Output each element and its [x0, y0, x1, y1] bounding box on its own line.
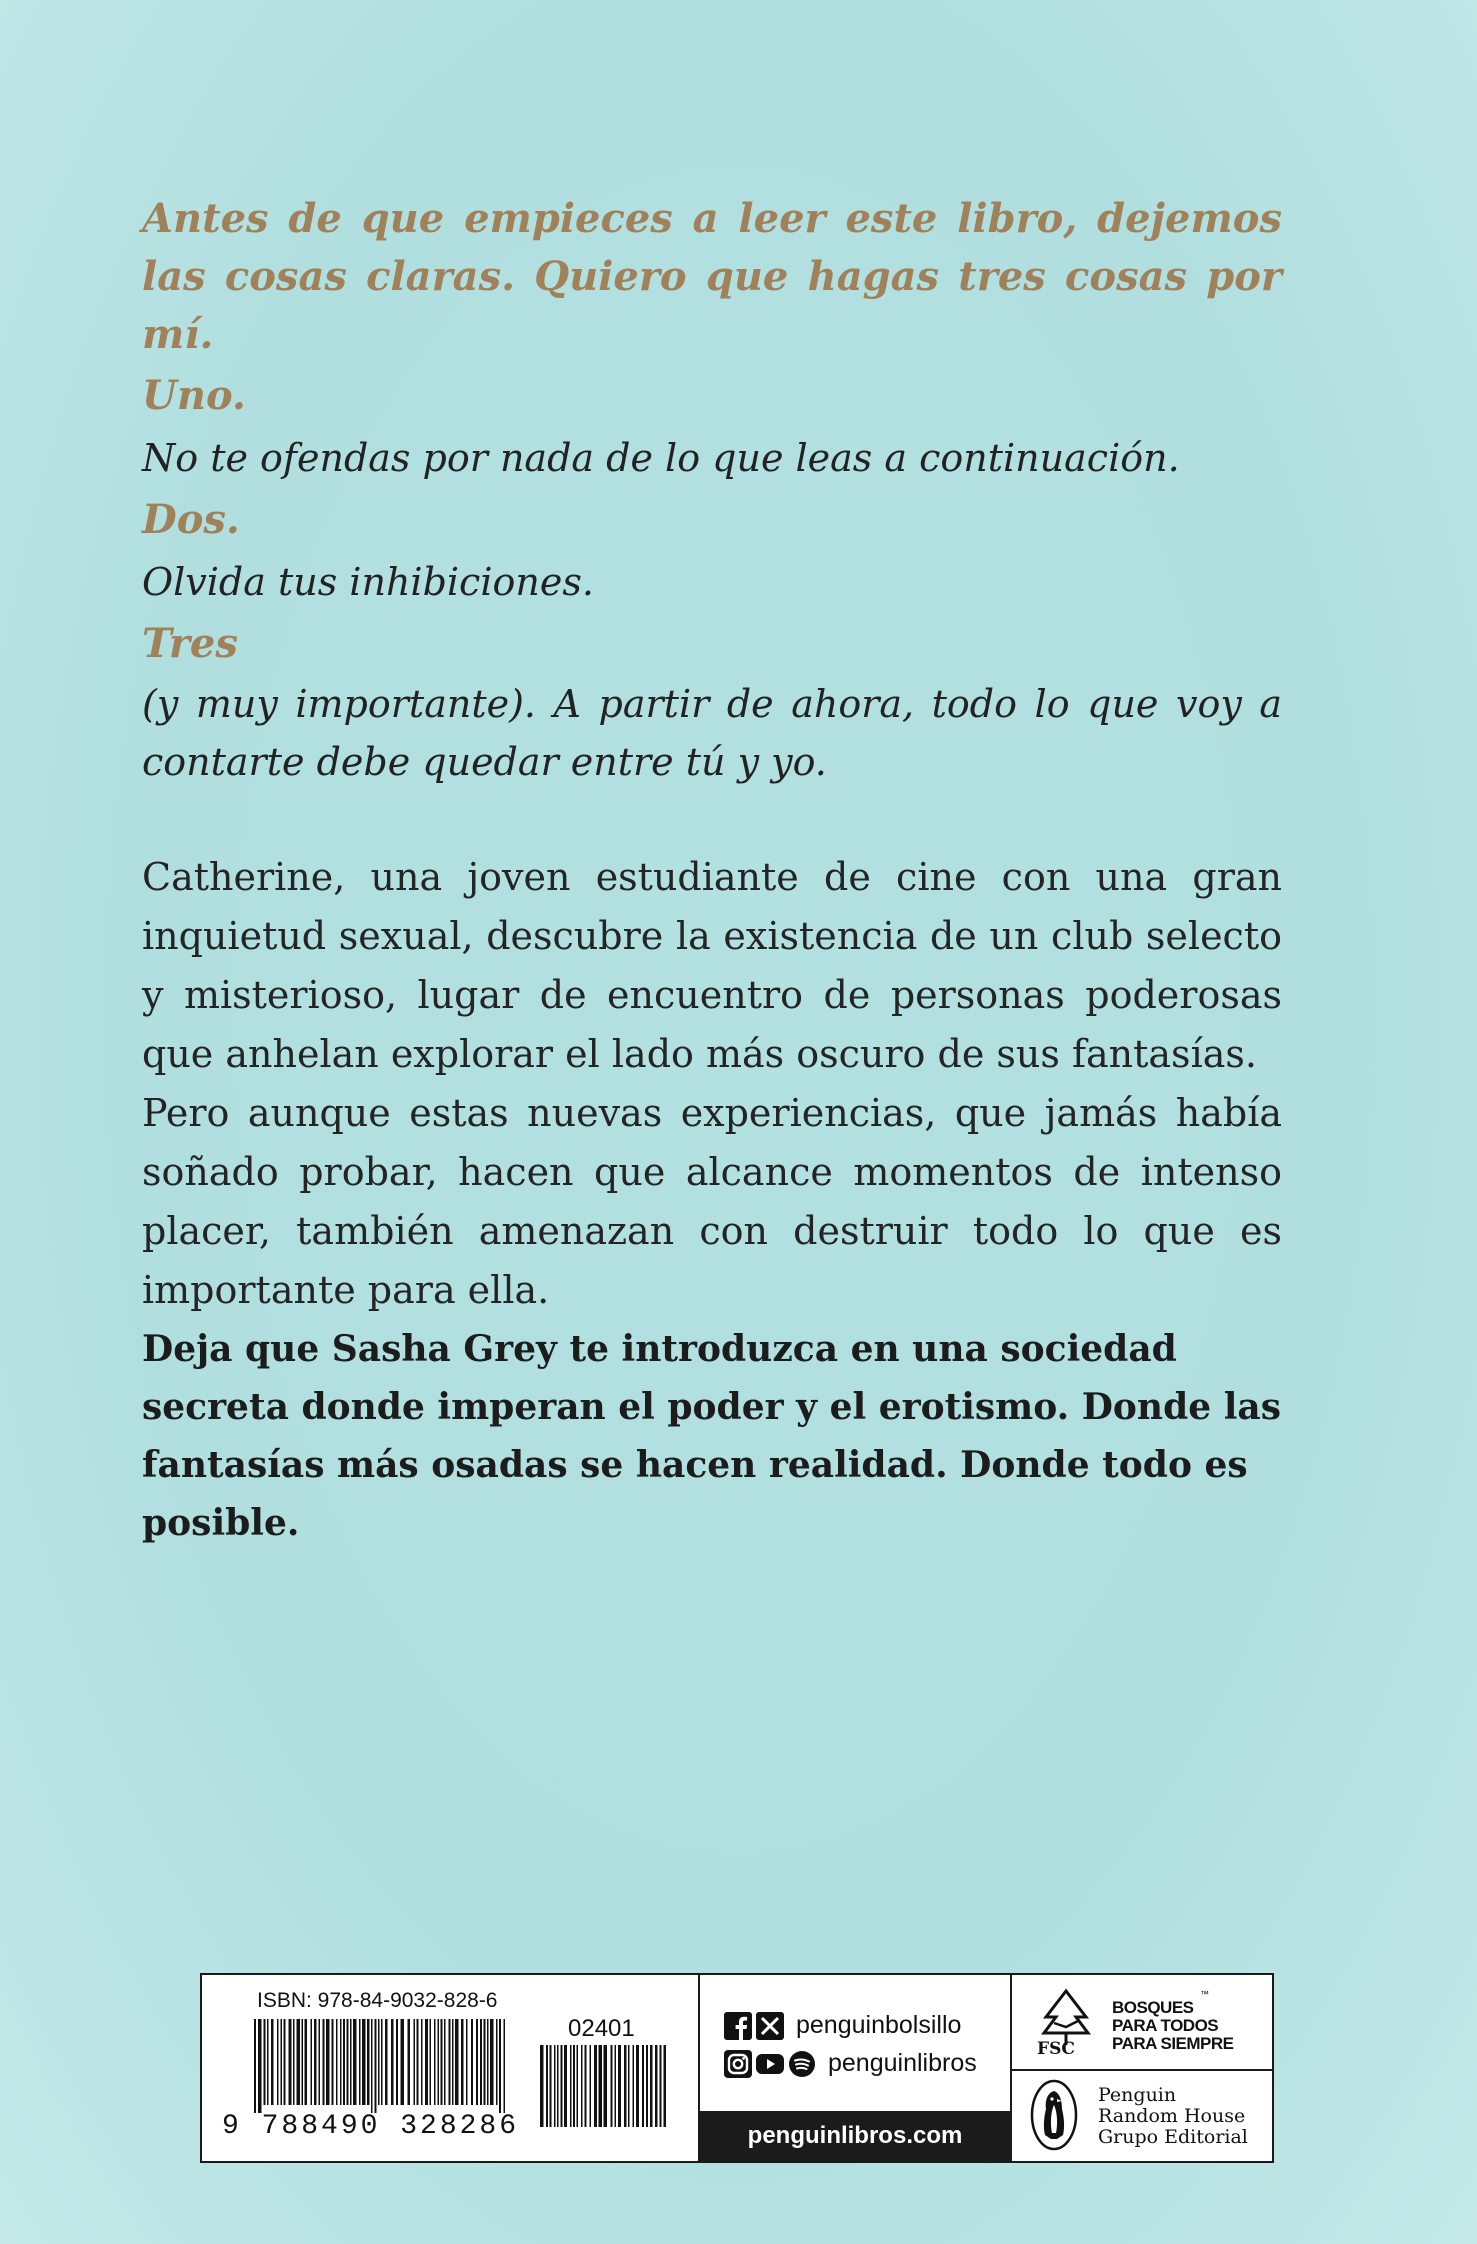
barcode-bar [347, 2019, 349, 2105]
publisher-line: Random House [1098, 2105, 1246, 2127]
barcode-bar [375, 2019, 377, 2113]
barcode-bar [336, 2019, 338, 2105]
barcode-bar [441, 2019, 443, 2105]
social-handle-bolsillo[interactable]: penguinbolsillo [796, 2011, 962, 2039]
barcode-bar [570, 2045, 572, 2127]
barcode-bar [281, 2019, 283, 2105]
step-title-2: Dos. [142, 496, 240, 543]
tagline: Deja que Sasha Grey te introduzca en una sociedad secreta donde imperan el poder y el erotismo. Donde las fantasías más osadas se hacen realidad. Donde todo es posible. [142, 1328, 1281, 1544]
barcode-bar [350, 2019, 352, 2105]
barcode-section [202, 1975, 698, 2161]
barcode-bar [326, 2019, 330, 2105]
social-handle-libros[interactable]: penguinlibros [828, 2049, 977, 2077]
barcode-bar [425, 2019, 428, 2105]
barcode-bar [466, 2019, 468, 2105]
step-text-2: Olvida tus inhibiciones. [142, 560, 594, 604]
price-code: 02401 [568, 2015, 635, 2042]
barcode-bar [611, 2045, 613, 2127]
barcode-bar [636, 2045, 639, 2127]
info-box [200, 1973, 1274, 2163]
barcode-bar [417, 2019, 419, 2105]
barcode-bar [408, 2019, 411, 2105]
barcode-bar [573, 2045, 575, 2127]
barcode-bar [618, 2045, 621, 2127]
barcode-bar [401, 2019, 405, 2105]
barcode-bar [590, 2045, 592, 2127]
instagram-icon[interactable] [724, 2050, 752, 2078]
step-title-1: Uno. [142, 372, 246, 419]
barcode-bar [305, 2019, 308, 2105]
barcode-bar [332, 2019, 334, 2105]
barcode-bar [434, 2019, 436, 2105]
barcode-bar [554, 2045, 556, 2127]
barcode-bar [646, 2045, 648, 2127]
barcode-bar [499, 2019, 501, 2113]
barcode-bar [314, 2019, 317, 2105]
barcode-bar [628, 2045, 630, 2127]
penguin-logo-icon [1030, 2079, 1078, 2151]
trademark-symbol: ™ [1200, 1989, 1209, 1999]
barcode-bar [642, 2045, 644, 2127]
barcode-bar [258, 2019, 262, 2113]
barcode-bar [311, 2019, 313, 2105]
barcode-bar [487, 2019, 489, 2105]
barcode-bar [664, 2045, 667, 2127]
isbn-label: ISBN: 978-84-9032-828-6 [257, 1989, 498, 2012]
barcode-bar [585, 2045, 587, 2127]
barcode-bar [254, 2019, 256, 2113]
barcode-bar [650, 2045, 653, 2127]
barcode-bar [396, 2019, 398, 2105]
barcode-bar [615, 2045, 617, 2127]
barcode-bar [362, 2019, 366, 2105]
barcode-bar [289, 2019, 292, 2105]
barcode-bar [655, 2045, 658, 2127]
barcode-bar [471, 2019, 473, 2105]
steps-list [142, 365, 1282, 791]
fsc-label: FSC [1037, 2039, 1075, 2059]
step-text-3: (y muy importante). A partir de ahora, todo lo que voy a contarte debe quedar entre tú y yo. [142, 682, 1282, 784]
barcode-number: 9 788490 328286 [222, 2111, 520, 2142]
barcode-bar [385, 2019, 388, 2105]
facebook-icon[interactable] [724, 2012, 752, 2040]
barcode-bar [414, 2019, 416, 2105]
fsc-slogan [1112, 1999, 1234, 2053]
barcode-bar [438, 2019, 440, 2105]
barcode-bar [546, 2045, 548, 2127]
divider [1012, 2069, 1274, 2071]
fsc-slogan-line: BOSQUES [1112, 1998, 1194, 2017]
barcode-bar [391, 2019, 394, 2105]
barcode-bar [264, 2019, 266, 2105]
addon-barcode-icon [540, 2045, 666, 2127]
social-section [700, 1975, 1010, 2161]
barcode-bar [599, 2045, 603, 2127]
barcode-bar [550, 2045, 552, 2127]
barcode-bar [421, 2019, 423, 2105]
social-row-2 [724, 2049, 977, 2078]
intro-text: Antes de que empieces a leer este libro, dejemos las cosas claras. Quiero que hagas tres cosas por mí. [142, 195, 1282, 358]
step-title-3: Tres [142, 620, 238, 667]
barcode-bar [455, 2019, 459, 2105]
website-link[interactable]: penguinlibros.com [700, 2111, 1010, 2161]
x-icon[interactable] [756, 2012, 784, 2040]
barcode-bar [461, 2019, 464, 2105]
barcode-bar [444, 2019, 446, 2105]
social-row-1 [724, 2011, 961, 2040]
publisher-name [1098, 2085, 1248, 2148]
barcode-bar [297, 2019, 301, 2105]
barcode-bar [277, 2019, 279, 2105]
barcode-bar [484, 2019, 486, 2105]
barcode-bar [359, 2019, 361, 2105]
barcode-bar [367, 2019, 370, 2105]
barcode-bar [557, 2045, 559, 2127]
barcode-bar [490, 2019, 494, 2105]
publisher-line: Grupo Editorial [1098, 2126, 1248, 2148]
barcode-bar [381, 2019, 383, 2105]
youtube-icon[interactable] [756, 2050, 784, 2078]
barcode-bar [284, 2019, 286, 2105]
step-text-1: No te ofendas por nada de lo que leas a continuación. [142, 436, 1180, 480]
barcode-icon [254, 2019, 506, 2113]
barcode-bar [271, 2019, 274, 2105]
barcode-bar [449, 2019, 451, 2105]
barcode-bar [561, 2045, 563, 2127]
barcode-bar [624, 2045, 627, 2127]
synopsis-paragraph-1: Catherine, una joven estudiante de cine con una gran inquietud sexual, descubre la existencia de un club selecto y misterioso, lugar de encuentro de personas poderosas que anhelan explorar el lado más oscuro de sus fantasías. [142, 855, 1282, 1076]
logos-section [1012, 1975, 1274, 2161]
synopsis [142, 848, 1282, 1320]
barcode-bar [564, 2045, 567, 2127]
barcode-bar [581, 2045, 583, 2127]
publisher-line: Penguin [1098, 2084, 1177, 2106]
barcode-bar [504, 2019, 506, 2113]
barcode-bar [267, 2019, 269, 2105]
barcode-bar [293, 2019, 295, 2105]
fsc-slogan-line: PARA SIEMPRE [1112, 2034, 1234, 2053]
barcode-bar [378, 2019, 380, 2105]
barcode-bar [319, 2019, 321, 2105]
synopsis-paragraph-2: Pero aunque estas nuevas experiencias, que jamás había soñado probar, hacen que alcance momentos de intenso placer, también amenazan con destruir todo lo que es importante para ella. [142, 1091, 1282, 1312]
barcode-bar [323, 2019, 325, 2105]
barcode-bar [660, 2045, 662, 2127]
barcode-bar [480, 2019, 482, 2105]
spotify-icon[interactable] [788, 2050, 816, 2078]
barcode-bar [340, 2019, 342, 2105]
barcode-bar [343, 2019, 345, 2105]
barcode-bar [496, 2019, 498, 2105]
barcode-bar [633, 2045, 635, 2127]
barcode-bar [302, 2019, 304, 2105]
barcode-bar [577, 2045, 579, 2127]
barcode-bar [540, 2045, 544, 2127]
barcode-bar [594, 2045, 597, 2127]
fsc-slogan-line: PARA TODOS [1112, 2016, 1219, 2035]
barcode-bar [476, 2019, 478, 2105]
barcode-bar [604, 2045, 608, 2127]
barcode-bar [452, 2019, 454, 2105]
barcode-bar [430, 2019, 432, 2105]
barcode-bar [371, 2019, 373, 2113]
barcode-bar [353, 2019, 357, 2105]
